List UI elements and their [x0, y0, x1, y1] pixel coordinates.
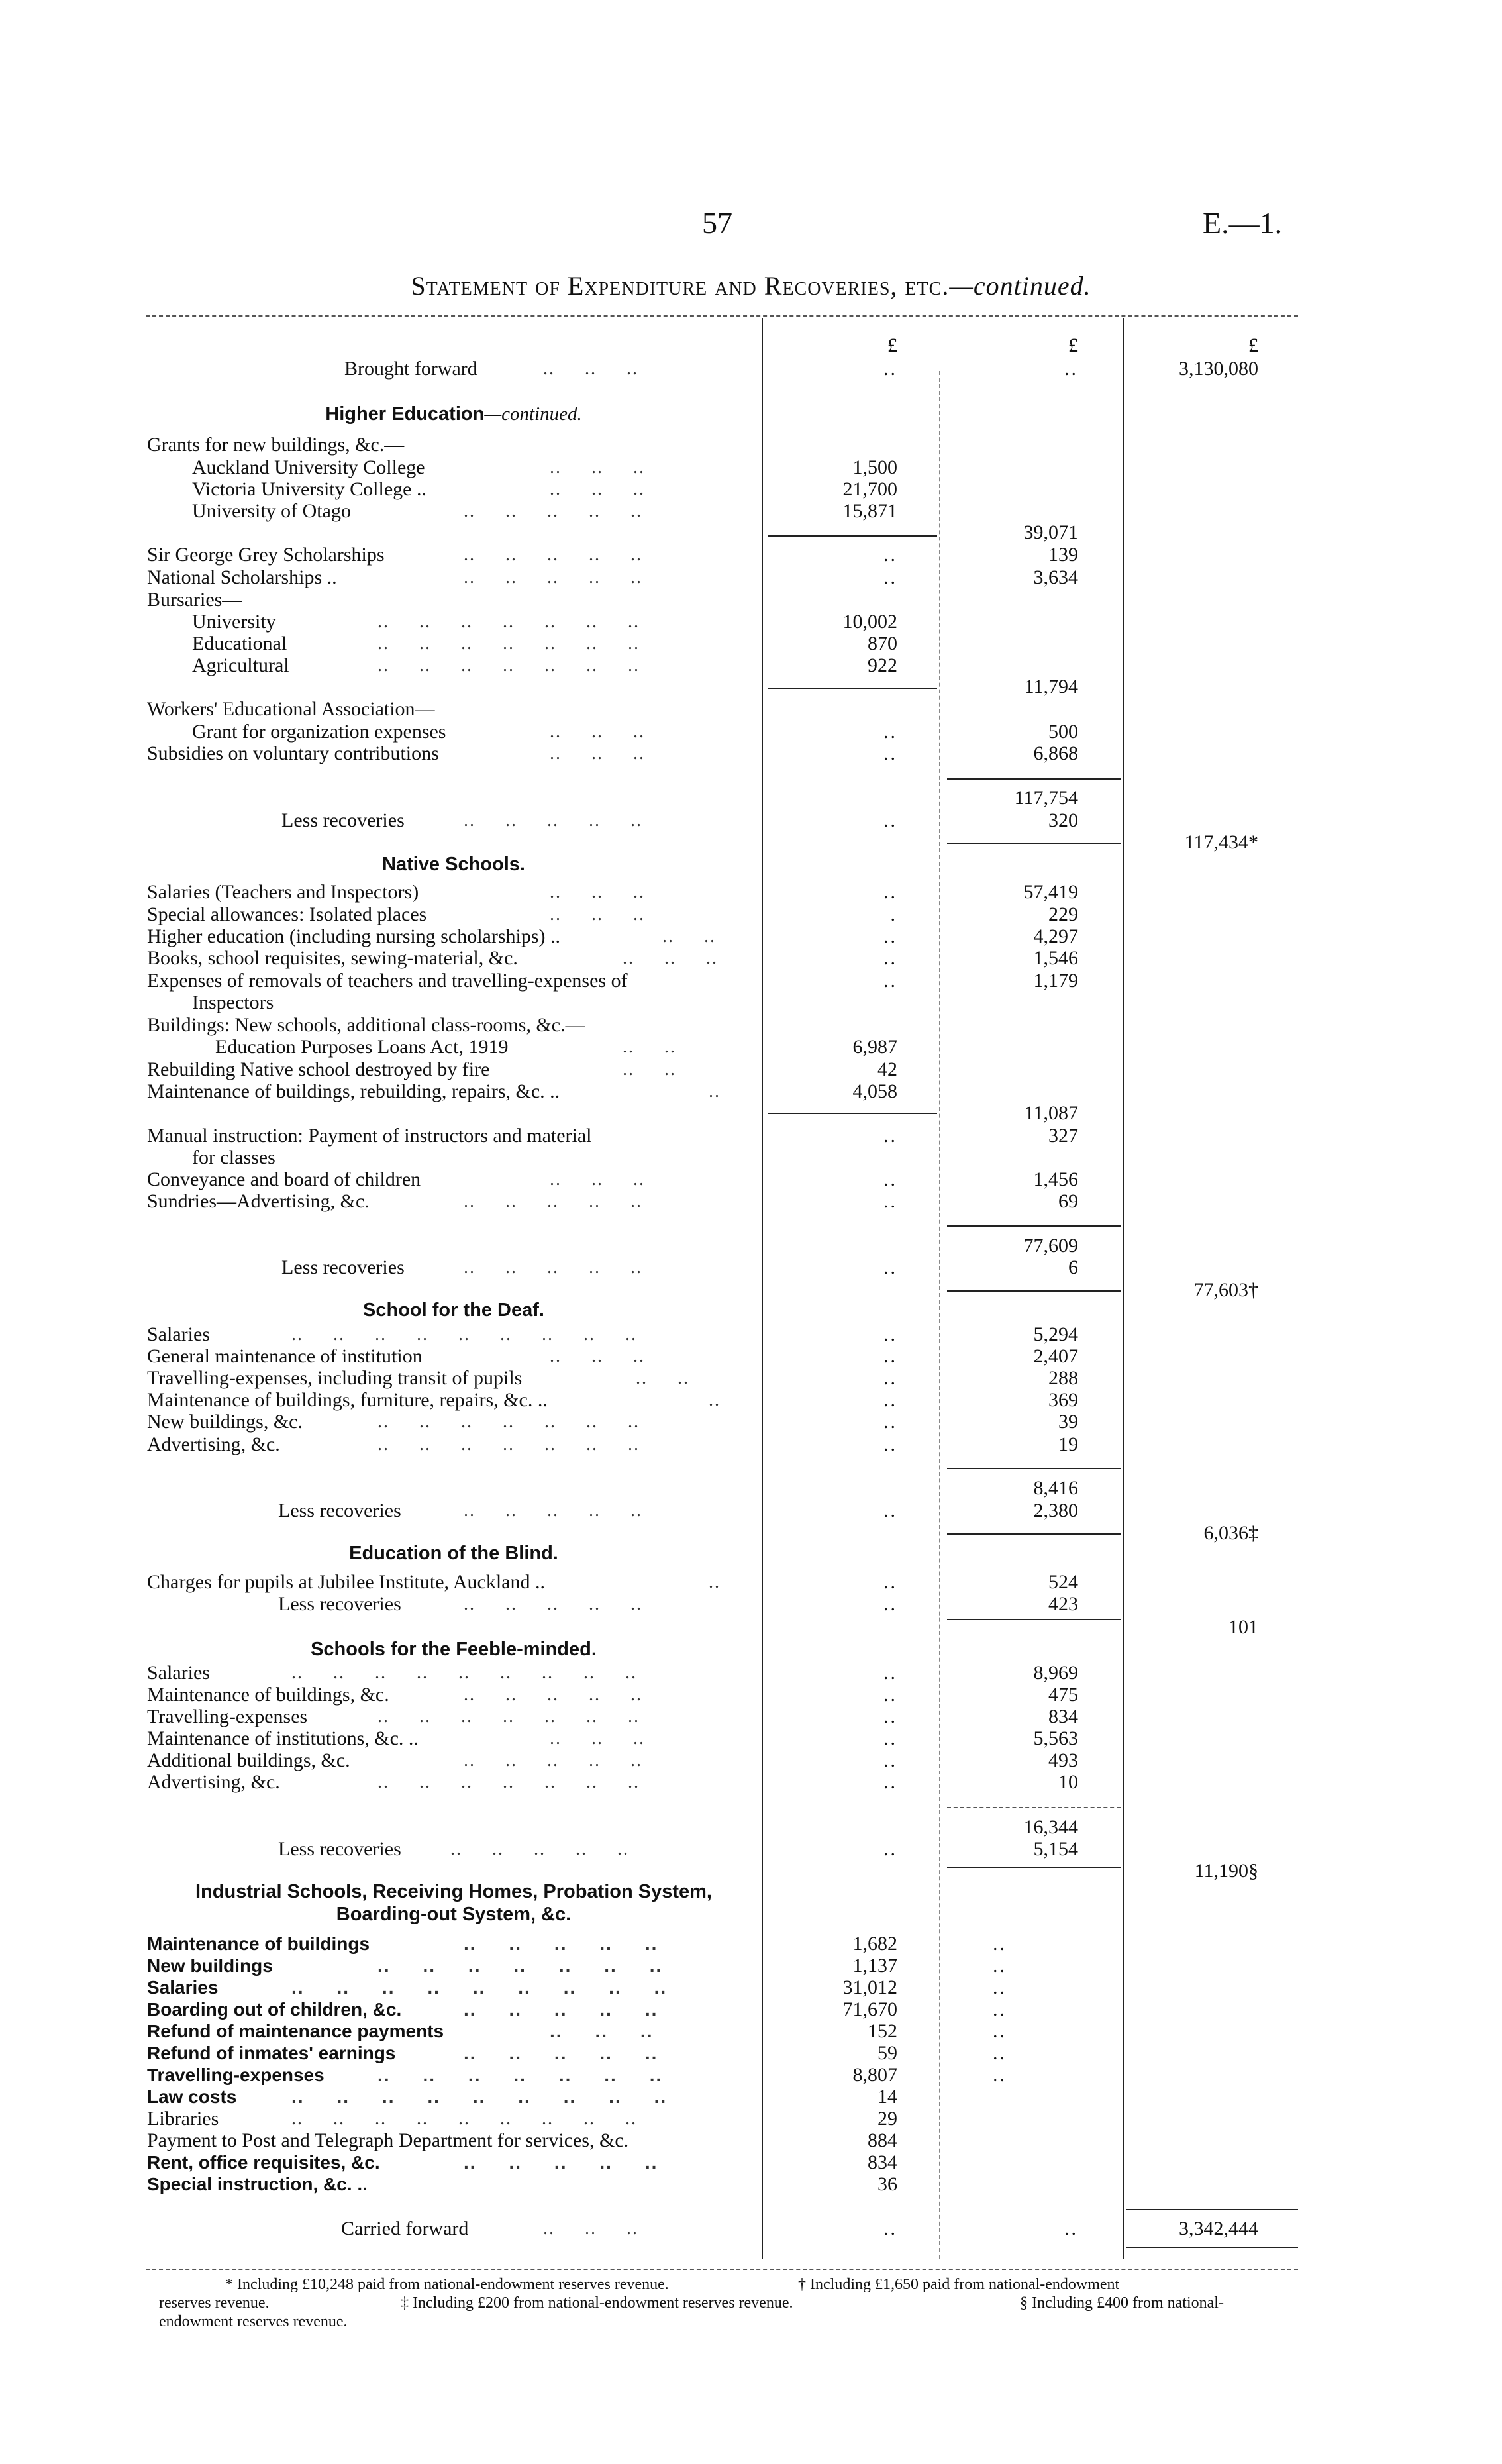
table-row: Sir George Grey Scholarships .. .. .. .. .. .. 139: [147, 544, 1078, 566]
section-heading-education-of-the-blind: Education of the Blind.: [349, 1543, 558, 1564]
brought-forward-col3: 3,130,080: [1179, 358, 1258, 380]
statement-title-main: Statement of Expenditure and Recoveries, etc.: [411, 271, 950, 301]
feeble-subtotal-row: 16,344: [1023, 1816, 1078, 1838]
leader-dots: .. .. .. .. .. .. .. .. ..: [291, 2086, 668, 2107]
leader-dots: .. .. .. .. ..: [464, 1191, 642, 1211]
table-row: Expenses of removals of teachers and travelling-expenses of .. 1,179: [147, 970, 1078, 992]
table-row: Salaries .. .. .. .. .. .. .. .. .. .. 8,969: [147, 1662, 1078, 1684]
leader-dots: .. .. ..: [623, 948, 718, 968]
leader-dots: .. .. ..: [543, 358, 638, 379]
brought-forward-row: [0, 358, 1502, 380]
leader-dots: .. .. .. .. ..: [464, 1684, 642, 1705]
table-row: General maintenance of institution .. .. .. .. 2,407: [147, 1345, 1078, 1367]
leader-dots: .. .. .. .. ..: [464, 1594, 642, 1614]
leader-dots: .. .. .. .. ..: [464, 2152, 658, 2173]
section-heading-native-schools: Native Schools.: [382, 854, 525, 875]
leader-dots: .. .. ..: [550, 1169, 645, 1190]
leader-dots: .. .. .. .. .. .. ..: [377, 611, 640, 632]
leader-dots: .. .. ..: [550, 1346, 645, 1366]
brought-forward-col2: ..: [1064, 358, 1078, 380]
table-row: Manual instruction: Payment of instructors and material .. 327: [147, 1125, 1078, 1147]
leader-dots: ..: [709, 1390, 721, 1410]
table-row: Rebuilding Native school destroyed by fire .. .. 42: [147, 1058, 897, 1080]
table-row: Victoria University College .. .. .. .. 21,700: [192, 478, 897, 500]
table-row: Payment to Post and Telegraph Department for services, &c. 884: [147, 2130, 897, 2151]
table-row: Grant for organization expenses .. .. .. .. 500: [192, 721, 1078, 743]
leader-dots: .. .. .. .. ..: [450, 1839, 629, 1859]
leader-dots: .. ..: [623, 1037, 676, 1057]
total-rule: [1126, 2247, 1298, 2248]
section-heading-school-for-the-deaf: School for the Deaf.: [363, 1300, 544, 1321]
table-row: Travelling-expenses .. .. .. .. .. .. .. .. 834: [147, 1706, 1078, 1727]
top-divider: [146, 315, 1298, 317]
subtotal-rule: [947, 778, 1121, 780]
leader-dots: .. .. .. .. .. .. .. .. ..: [291, 1324, 637, 1345]
brought-forward-col1: ..: [883, 358, 897, 380]
currency-col3: £: [1248, 334, 1258, 356]
leader-dots: .. .. .. .. ..: [464, 1257, 642, 1278]
statement-title-suffix: —continued.: [949, 271, 1091, 301]
table-row: Sundries—Advertising, &c. .. .. .. .. .. .. 69: [147, 1190, 1078, 1212]
leader-dots: .. .. ..: [550, 1728, 645, 1749]
brought-forward-label: Brought forward: [344, 358, 477, 380]
leader-dots: .. .. ..: [550, 904, 645, 925]
footnote-line: ‡ Including £200 from national-endowment reserves revenue.: [401, 2294, 793, 2312]
leader-dots: .. .. ..: [550, 743, 645, 764]
leader-dots: .. .. ..: [543, 2218, 638, 2239]
native-subtotal-row: 77,609: [1023, 1235, 1078, 1257]
leader-dots: .. .. .. .. .. .. ..: [377, 1434, 640, 1455]
leader-dots: .. ..: [623, 1059, 676, 1080]
table-row: Special allowances: Isolated places .. .. .. . 229: [147, 903, 1078, 925]
table-row: Maintenance of buildings .. .. .. .. .. 1,682 ..: [147, 1933, 1007, 1955]
buildings-total-row: 11,087: [1024, 1102, 1078, 1124]
currency-col2: £: [1068, 334, 1078, 356]
table-row: Maintenance of buildings, &c. .. .. .. .. .. .. 475: [147, 1684, 1078, 1706]
leader-dots: .. .. .. .. .. .. ..: [377, 1706, 640, 1727]
leader-dots: .. .. .. .. .. .. .. .. ..: [291, 1663, 637, 1683]
leader-dots: .. .. .. .. .. .. ..: [377, 655, 640, 676]
table-row: Libraries .. .. .. .. .. .. .. .. .. 29: [147, 2108, 897, 2130]
table-row: Charges for pupils at Jubilee Institute, Auckland .. .. .. 524: [147, 1571, 1078, 1593]
table-row: Refund of maintenance payments .. .. .. 152 ..: [147, 2020, 1007, 2042]
section-heading-industrial-schools: Industrial Schools, Receiving Homes, Probation System,: [195, 1881, 712, 1902]
footnote-line: * Including £10,248 paid from national-endowment reserves revenue.: [225, 2276, 669, 2293]
less-recoveries-row: Less recoveries .. .. .. .. .. .. 2,380: [278, 1500, 1078, 1521]
table-row: Salaries (Teachers and Inspectors) .. .. .. .. 57,419: [147, 881, 1078, 903]
table-row: New buildings, &c. .. .. .. .. .. .. .. .. 39: [147, 1411, 1078, 1433]
section-heading-industrial-schools-2: Boarding-out System, &c.: [336, 1904, 572, 1925]
table-row: Education Purposes Loans Act, 1919 .. .. 6,987: [215, 1036, 897, 1058]
leader-dots: .. ..: [636, 1368, 689, 1388]
footnote-divider: [146, 2269, 1298, 2270]
section-heading-feeble-minded: Schools for the Feeble-minded.: [311, 1639, 597, 1660]
leader-dots: .. .. .. .. .. .. .. .. ..: [291, 1977, 668, 1998]
leader-dots: .. .. .. .. ..: [464, 810, 642, 831]
bursaries-total-row: 11,794: [1024, 676, 1078, 697]
higher-net-row: 117,434*: [1184, 831, 1258, 853]
leader-dots: .. .. .. .. ..: [464, 1933, 658, 1954]
leader-dots: ..: [709, 1572, 721, 1592]
table-row: Maintenance of buildings, rebuilding, repairs, &c. .. .. 4,058: [147, 1080, 897, 1102]
leader-dots: .. .. .. .. .. .. ..: [377, 633, 640, 654]
grants-total-row: 39,071: [1023, 521, 1078, 543]
carried-forward-row: Carried forward .. .. .. .. .. 3,342,444: [341, 2218, 1258, 2239]
leader-dots: .. ..: [662, 926, 716, 947]
subtotal-rule: [947, 1807, 1121, 1808]
leader-dots: .. .. .. .. ..: [464, 1750, 642, 1771]
table-row: Agricultural .. .. .. .. .. .. .. 922: [192, 654, 897, 676]
leader-dots: .. .. .. .. .. .. .. .. ..: [291, 2108, 637, 2129]
table-row: Educational .. .. .. .. .. .. .. 870: [192, 633, 897, 654]
footnote-line: † Including £1,650 paid from national-endowment: [798, 2276, 1120, 2293]
feeble-net-row: 11,190§: [1194, 1860, 1258, 1882]
footnote-line: endowment reserves revenue.: [159, 2313, 348, 2330]
footnote-line: § Including £400 from national-: [1020, 2294, 1224, 2312]
leader-dots: .. .. ..: [550, 2021, 654, 2041]
table-row: Boarding out of children, &c. .. .. .. .. .. 71,670 ..: [147, 1998, 1007, 2020]
higher-subtotal-row: 117,754: [1014, 787, 1078, 809]
leader-dots: .. .. ..: [550, 721, 645, 742]
leader-dots: .. .. .. .. .. .. ..: [377, 2065, 663, 2085]
blind-net-row: 101: [1228, 1616, 1258, 1638]
leader-dots: .. .. .. .. ..: [464, 1500, 642, 1521]
table-row: Conveyance and board of children .. .. .. .. 1,456: [147, 1168, 1078, 1190]
currency-row: [0, 334, 1502, 357]
table-row: Higher education (including nursing scholarships) .. .. .. .. 4,297: [147, 925, 1078, 947]
table-row: Maintenance of institutions, &c. .. .. .. .. .. 5,563: [147, 1727, 1078, 1749]
leader-dots: .. .. .. .. .. .. ..: [377, 1772, 640, 1792]
table-row: Rent, office requisites, &c. .. .. .. .. .. 834: [147, 2151, 897, 2173]
deaf-net-row: 6,036‡: [1203, 1522, 1258, 1544]
table-row: University .. .. .. .. .. .. .. 10,002: [192, 611, 897, 633]
statement-title: [0, 270, 1502, 301]
page-number: 57: [702, 206, 732, 240]
leader-dots: .. .. ..: [550, 882, 645, 902]
table-row: Additional buildings, &c. .. .. .. .. .. .. 493: [147, 1749, 1078, 1771]
section-heading-higher-education: Higher Education—continued.: [325, 403, 582, 425]
table-row: Auckland University College .. .. .. 1,500: [192, 456, 897, 478]
table-row: Advertising, &c. .. .. .. .. .. .. .. .. 19: [147, 1433, 1078, 1455]
table-row: New buildings .. .. .. .. .. .. .. 1,137 ..: [147, 1955, 1007, 1976]
table-row: Advertising, &c. .. .. .. .. .. .. .. .. 10: [147, 1771, 1078, 1793]
leader-dots: .. .. .. .. ..: [464, 567, 642, 588]
less-recoveries-row: Less recoveries .. .. .. .. .. .. 5,154: [278, 1838, 1078, 1860]
table-row: Special instruction, &c. .. 36: [147, 2173, 897, 2195]
table-row: Subsidies on voluntary contributions .. .. .. .. 6,868: [147, 743, 1078, 764]
table-row: Salaries .. .. .. .. .. .. .. .. .. .. 5,294: [147, 1323, 1078, 1345]
leader-dots: .. .. .. .. .. .. ..: [377, 1412, 640, 1432]
leader-dots: .. .. .. .. ..: [464, 1999, 658, 2020]
leader-dots: .. .. .. .. ..: [464, 501, 642, 521]
total-rule: [1126, 2209, 1298, 2210]
table-row: Maintenance of buildings, furniture, repairs, &c. .. .. .. 369: [147, 1389, 1078, 1411]
leader-dots: .. .. .. .. ..: [464, 544, 642, 565]
less-recoveries-row: Less recoveries .. .. .. .. .. .. 423: [278, 1593, 1078, 1615]
table-row: Refund of inmates' earnings .. .. .. .. .. 59 ..: [147, 2042, 1007, 2064]
leader-dots: .. .. ..: [550, 457, 645, 478]
table-row: University of Otago .. .. .. .. .. 15,871: [192, 500, 897, 522]
leader-dots: .. .. .. .. ..: [464, 2043, 658, 2063]
native-net-row: 77,603†: [1193, 1279, 1258, 1301]
subtotal-rule: [947, 1225, 1121, 1227]
subtotal-rule: [947, 1468, 1121, 1469]
leader-dots: ..: [709, 1081, 721, 1102]
document-page: 57 E.—1. Statement of Expenditure and Recoveries, etc.—continued. £ £ £ Brought forward .. .. .. .. .. 3,130,080 Higher Education—continued. Grants for new buildings, &c.— Auckland University College .. .. .. 1,500 Victoria University College .. .. .. .. 21,700 University of Otago .. .. .. .. .. 15,871 39,071 Sir George Grey Scholarships .. .. .. .. .. .. 139 National Scholarships .. .. .. .. .. .. .. 3,634 Bursaries— University .. .. .. .. .. .. .. 10,002 Educational .. .. .. .. .. .. .. 870 Agricultural .. .. .. .. .. .. .. 922 11,794 Workers' Educational Association— Grant for organization expenses .. .. .. .. 500 Subsidies on voluntary contributions .. .. .. .. 6,868 117,754 Less recoveries .. .. .. .. .. .. 320 117,434* Native Schools. Salaries (Teachers and Inspectors) .. .. .. .. 57,419 Special allowances: Isolated places .. .. .. . 229 Higher education (including nursing scholarships) .. .. .. .. 4,297 Books, school requisites, sewing-material, &c. .. .. .. .. 1,546 Expenses of removals of teachers and travelling-expenses of .. 1,179 Inspectors Buildings: New schools, additional class-rooms, &c.— Education Purposes Loans Act, 1919 .. .. 6,987 Rebuilding Native school destroyed by fire .. .. 42 Maintenance of buildings, rebuilding, repairs, &c. .. .. 4,058 11,087 Manual instruction: Payment of instructors and material .. 327 for classes Conveyance and board of children .. .. .. .. 1,456 Sundries—Advertising, &c. .. .. .. .. .. .. 69 77,609 Less recoveries .. .. .. .. .. .. 6 77,603† School for the Deaf. Salaries .. .. .. .. .. .. .. .. .. .. 5,294 General maintenance of institution .. .. .. .. 2,407 Travelling-expenses, including transit of pupils .. .. .. 288 Maintenance of buildings, furniture, repairs, &c. .. .. .. 369 New buildings, &c. .. .. .. .. .. .. .. .. 39 Advertising, &c. .. .. .. .. .. .. .. .. 19 8,416 Less recoveries .. .. .. .. .. .. 2,380 6,036‡ Education of the Blind. Charges for pupils at Jubilee Institute, Auckland .. .. .. 524 Less recoveries .. .. .. .. .. .. 423 101 Schools for the Feeble-minded. Salaries .. .. .. .. .. .. .. .. .. .. 8,969 Maintenance of buildings, &c. .. .. .. .. .. .. 475 Travelling-expenses .. .. .. .. .. .. .. .. 834 Maintenance of institutions, &c. .. .. .. .. .. 5,563 Additional buildings, &c. .. .. .. .. .. .. 493 Advertising, &c. .. .. .. .. .. .. .. .. 10 16,344 Less recoveries .. .. .. .. .. .. 5,154 11,190§ Industrial Schools, Receiving Homes, Probation System, Boarding-out System, &c. Maintenance of buildings .. .. .. .. .. 1,682 .. New buildings .. .. .. .. .. .. .. 1,137 .. Salaries .. .. .. .. .. .. .. .. .. 31,012 .. Boarding out of children, &c. .. .. .. .. .. 71,670 .. Refund of maintenance payments .. .. .. 152 .. Refund of inmates' earnings .. .. .. .. .. 59 .. Travelling-expenses .. .. .. .. .. .. .. 8,807 .. Law costs .. .. .. .. .. .. .. .. .. 14 Libraries .. .. .. .. .. .. .. .. .. 29 Payment to Post and Telegraph Department for services, &c. 884 Rent, office requisites, &c. .. .. .. .. .. 834 Special instruction, &c. .. 36 Carried forward .. .. .. .. .. 3,342,444 * Including £10,248 paid from national-endowment reserves revenue. † Including £1,650 paid from national-endowment reserves revenue. ‡ Including £200 from national-endowment reserves revenue. § Including £400 from national- endowment reserves revenue.: [0, 0, 1502, 2464]
less-recoveries-row: Less recoveries .. .. .. .. .. .. 320: [281, 809, 1078, 831]
table-row: Travelling-expenses, including transit of pupils .. .. .. 288: [147, 1367, 1078, 1389]
deaf-subtotal-row: 8,416: [1033, 1477, 1078, 1499]
currency-col1: £: [887, 334, 897, 356]
leader-dots: .. .. ..: [550, 479, 645, 499]
table-row: National Scholarships .. .. .. .. .. .. .. 3,634: [147, 566, 1078, 588]
table-row: Books, school requisites, sewing-material, &c. .. .. .. .. 1,546: [147, 947, 1078, 969]
leader-dots: .. .. .. .. .. .. ..: [377, 1955, 663, 1976]
table-row: Law costs .. .. .. .. .. .. .. .. .. 14: [147, 2086, 897, 2108]
table-row: Travelling-expenses .. .. .. .. .. .. .. 8,807 ..: [147, 2064, 1007, 2086]
less-recoveries-row: Less recoveries .. .. .. .. .. .. 6: [281, 1257, 1078, 1278]
document-code: E.—1.: [1203, 206, 1283, 240]
table-row: Salaries .. .. .. .. .. .. .. .. .. 31,012 ..: [147, 1976, 1007, 1998]
footnote-line: reserves revenue.: [159, 2294, 270, 2312]
